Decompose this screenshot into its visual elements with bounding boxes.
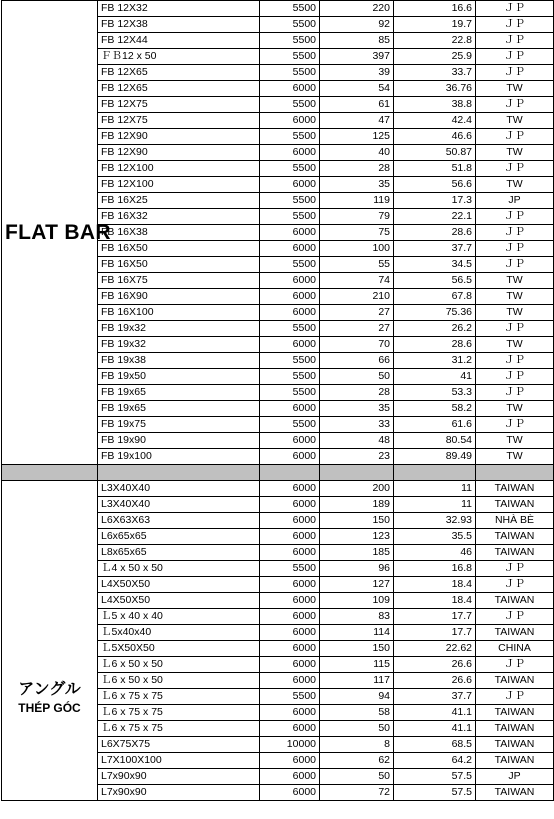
origin-cell: TAIWAN [476,625,554,641]
size-cell: Ｌ5 x 40 x 40 [98,609,260,625]
length-cell: 5500 [260,209,320,225]
size-cell: FB 16X90 [98,289,260,305]
size-cell: FB 12X65 [98,81,260,97]
size-cell: FB 12X90 [98,145,260,161]
weight-cell: 18.4 [394,577,476,593]
table-row [2,481,554,497]
weight-cell: 22.8 [394,33,476,49]
origin-cell: JP [476,193,554,209]
size-cell: FB 19x65 [98,385,260,401]
weight-cell: 56.6 [394,177,476,193]
length-cell: 5500 [260,257,320,273]
table-body [2,1,554,801]
quantity-cell: 40 [320,145,394,161]
size-cell: FB 12X90 [98,129,260,145]
weight-cell: 37.7 [394,241,476,257]
weight-cell: 32.93 [394,513,476,529]
origin-cell: TW [476,145,554,161]
quantity-cell: 397 [320,49,394,65]
quantity-cell: 150 [320,513,394,529]
size-cell: FB 12X65 [98,65,260,81]
quantity-cell: 50 [320,721,394,737]
size-cell: L7x90x90 [98,785,260,801]
origin-cell: ＪＰ [476,609,554,625]
length-cell: 6000 [260,225,320,241]
quantity-cell: 127 [320,577,394,593]
separator-cell [98,465,260,481]
quantity-cell: 61 [320,97,394,113]
weight-cell: 36.76 [394,81,476,97]
size-cell: FB 19x90 [98,433,260,449]
length-cell: 5500 [260,161,320,177]
length-cell: 6000 [260,769,320,785]
quantity-cell: 48 [320,433,394,449]
size-cell: Ｌ6 x 75 x 75 [98,705,260,721]
size-cell: FB 16X38 [98,225,260,241]
weight-cell: 22.62 [394,641,476,657]
size-cell: Ｌ5x40x40 [98,625,260,641]
weight-cell: 89.49 [394,449,476,465]
quantity-cell: 210 [320,289,394,305]
quantity-cell: 33 [320,417,394,433]
size-cell: Ｌ6 x 50 x 50 [98,657,260,673]
origin-cell: TAIWAN [476,753,554,769]
origin-cell: ＪＰ [476,321,554,337]
quantity-cell: 39 [320,65,394,81]
quantity-cell: 47 [320,113,394,129]
length-cell: 6000 [260,177,320,193]
origin-cell: ＪＰ [476,657,554,673]
origin-cell: TW [476,401,554,417]
weight-cell: 46 [394,545,476,561]
size-cell: FB 19x38 [98,353,260,369]
length-cell: 6000 [260,113,320,129]
length-cell: 6000 [260,305,320,321]
size-cell: FB 12X32 [98,1,260,17]
origin-cell: ＪＰ [476,241,554,257]
weight-cell: 68.5 [394,737,476,753]
origin-cell: ＪＰ [476,17,554,33]
length-cell: 6000 [260,625,320,641]
length-cell: 5500 [260,417,320,433]
weight-cell: 26.6 [394,673,476,689]
size-cell: FB 12X44 [98,33,260,49]
origin-cell: ＪＰ [476,161,554,177]
size-cell: L6x65x65 [98,529,260,545]
length-cell: 5500 [260,129,320,145]
weight-cell: 17.7 [394,609,476,625]
weight-cell: 37.7 [394,689,476,705]
quantity-cell: 50 [320,769,394,785]
length-cell: 6000 [260,273,320,289]
weight-cell: 17.7 [394,625,476,641]
size-cell: FB 12X75 [98,113,260,129]
quantity-cell: 92 [320,17,394,33]
length-cell: 5500 [260,561,320,577]
origin-cell: ＪＰ [476,257,554,273]
quantity-cell: 185 [320,545,394,561]
length-cell: 6000 [260,721,320,737]
weight-cell: 18.4 [394,593,476,609]
origin-cell: TAIWAN [476,721,554,737]
size-cell: FB 16X25 [98,193,260,209]
size-cell: FB 16X100 [98,305,260,321]
weight-cell: 42.4 [394,113,476,129]
quantity-cell: 119 [320,193,394,209]
quantity-cell: 27 [320,305,394,321]
origin-cell: ＪＰ [476,417,554,433]
origin-cell: ＪＰ [476,33,554,49]
length-cell: 5500 [260,33,320,49]
origin-cell: NHÀ BÈ [476,513,554,529]
weight-cell: 41 [394,369,476,385]
weight-cell: 56.5 [394,273,476,289]
quantity-cell: 50 [320,369,394,385]
origin-cell: ＪＰ [476,561,554,577]
size-cell: FB 19x65 [98,401,260,417]
quantity-cell: 62 [320,753,394,769]
origin-cell: ＪＰ [476,369,554,385]
weight-cell: 58.2 [394,401,476,417]
length-cell: 6000 [260,577,320,593]
size-cell: L6X63X63 [98,513,260,529]
length-cell: 5500 [260,689,320,705]
length-cell: 6000 [260,785,320,801]
weight-cell: 46.6 [394,129,476,145]
quantity-cell: 35 [320,401,394,417]
quantity-cell: 72 [320,785,394,801]
weight-cell: 25.9 [394,49,476,65]
length-cell: 6000 [260,609,320,625]
length-cell: 6000 [260,705,320,721]
origin-cell: JP [476,769,554,785]
weight-cell: 57.5 [394,769,476,785]
size-cell: ＦＢ12 x 50 [98,49,260,65]
origin-cell: CHINA [476,641,554,657]
size-cell: Ｌ4 x 50 x 50 [98,561,260,577]
origin-cell: ＪＰ [476,49,554,65]
size-cell: FB 16X50 [98,241,260,257]
category-label-jp: アングル [18,681,81,698]
origin-cell: ＪＰ [476,65,554,81]
length-cell: 5500 [260,385,320,401]
length-cell: 6000 [260,433,320,449]
length-cell: 6000 [260,337,320,353]
quantity-cell: 83 [320,609,394,625]
weight-cell: 80.54 [394,433,476,449]
length-cell: 6000 [260,145,320,161]
separator-cell [476,465,554,481]
weight-cell: 61.6 [394,417,476,433]
size-cell: FB 19x32 [98,337,260,353]
steel-stock-table [1,0,554,801]
weight-cell: 28.6 [394,337,476,353]
origin-cell: ＪＰ [476,577,554,593]
origin-cell: TW [476,81,554,97]
length-cell: 6000 [260,753,320,769]
length-cell: 6000 [260,529,320,545]
weight-cell: 16.6 [394,1,476,17]
quantity-cell: 94 [320,689,394,705]
quantity-cell: 109 [320,593,394,609]
quantity-cell: 66 [320,353,394,369]
weight-cell: 51.8 [394,161,476,177]
weight-cell: 22.1 [394,209,476,225]
weight-cell: 31.2 [394,353,476,369]
weight-cell: 75.36 [394,305,476,321]
length-cell: 6000 [260,513,320,529]
length-cell: 6000 [260,401,320,417]
length-cell: 5500 [260,321,320,337]
origin-cell: TW [476,305,554,321]
length-cell: 5500 [260,49,320,65]
weight-cell: 11 [394,497,476,513]
length-cell: 6000 [260,545,320,561]
length-cell: 5500 [260,17,320,33]
quantity-cell: 54 [320,81,394,97]
length-cell: 5500 [260,97,320,113]
category-label: FLAT BAR [5,220,111,244]
category-angle [2,481,98,801]
quantity-cell: 100 [320,241,394,257]
quantity-cell: 35 [320,177,394,193]
size-cell: L4X50X50 [98,593,260,609]
size-cell: FB 12X100 [98,161,260,177]
quantity-cell: 117 [320,673,394,689]
weight-cell: 33.7 [394,65,476,81]
length-cell: 5500 [260,1,320,17]
weight-cell: 16.8 [394,561,476,577]
quantity-cell: 28 [320,385,394,401]
origin-cell: TW [476,337,554,353]
origin-cell: TW [476,113,554,129]
length-cell: 10000 [260,737,320,753]
length-cell: 6000 [260,81,320,97]
quantity-cell: 70 [320,337,394,353]
length-cell: 5500 [260,193,320,209]
quantity-cell: 85 [320,33,394,49]
size-cell: Ｌ6 x 75 x 75 [98,721,260,737]
weight-cell: 50.87 [394,145,476,161]
origin-cell: ＪＰ [476,209,554,225]
separator-cell [320,465,394,481]
origin-cell: ＪＰ [476,385,554,401]
origin-cell: TAIWAN [476,673,554,689]
quantity-cell: 8 [320,737,394,753]
size-cell: L4X50X50 [98,577,260,593]
size-cell: FB 19x50 [98,369,260,385]
weight-cell: 53.3 [394,385,476,401]
length-cell: 5500 [260,353,320,369]
length-cell: 5500 [260,65,320,81]
length-cell: 6000 [260,449,320,465]
quantity-cell: 79 [320,209,394,225]
origin-cell: ＪＰ [476,129,554,145]
weight-cell: 34.5 [394,257,476,273]
origin-cell: TW [476,289,554,305]
size-cell: L6X75X75 [98,737,260,753]
quantity-cell: 28 [320,161,394,177]
origin-cell: TAIWAN [476,497,554,513]
length-cell: 5500 [260,369,320,385]
category-flat-bar [2,1,111,465]
weight-cell: 26.2 [394,321,476,337]
quantity-cell: 150 [320,641,394,657]
size-cell: Ｌ5X50X50 [98,641,260,657]
length-cell: 6000 [260,641,320,657]
quantity-cell: 58 [320,705,394,721]
section-separator-row [2,465,554,481]
weight-cell: 19.7 [394,17,476,33]
quantity-cell: 114 [320,625,394,641]
weight-cell: 41.1 [394,721,476,737]
size-cell: FB 16X75 [98,273,260,289]
size-cell: FB 19x32 [98,321,260,337]
quantity-cell: 96 [320,561,394,577]
origin-cell: TW [476,273,554,289]
weight-cell: 38.8 [394,97,476,113]
weight-cell: 41.1 [394,705,476,721]
origin-cell: TAIWAN [476,481,554,497]
length-cell: 6000 [260,497,320,513]
size-cell: FB 19x100 [98,449,260,465]
weight-cell: 26.6 [394,657,476,673]
length-cell: 6000 [260,593,320,609]
origin-cell: TAIWAN [476,529,554,545]
quantity-cell: 200 [320,481,394,497]
origin-cell: TAIWAN [476,545,554,561]
quantity-cell: 125 [320,129,394,145]
weight-cell: 11 [394,481,476,497]
origin-cell: TAIWAN [476,705,554,721]
weight-cell: 17.3 [394,193,476,209]
table-row [2,1,554,17]
quantity-cell: 123 [320,529,394,545]
origin-cell: ＪＰ [476,689,554,705]
weight-cell: 64.2 [394,753,476,769]
origin-cell: TW [476,177,554,193]
size-cell: Ｌ6 x 50 x 50 [98,673,260,689]
size-cell: FB 12X75 [98,97,260,113]
origin-cell: ＪＰ [476,97,554,113]
category-label-vn: THÉP GÓC [18,701,81,715]
length-cell: 6000 [260,289,320,305]
length-cell: 6000 [260,241,320,257]
size-cell: L3X40X40 [98,481,260,497]
origin-cell: TAIWAN [476,593,554,609]
weight-cell: 57.5 [394,785,476,801]
quantity-cell: 27 [320,321,394,337]
origin-cell: TAIWAN [476,737,554,753]
size-cell: FB 12X100 [98,177,260,193]
quantity-cell: 74 [320,273,394,289]
origin-cell: ＪＰ [476,353,554,369]
origin-cell: TAIWAN [476,785,554,801]
length-cell: 6000 [260,673,320,689]
size-cell: L8x65x65 [98,545,260,561]
origin-cell: TW [476,433,554,449]
origin-cell: TW [476,449,554,465]
quantity-cell: 23 [320,449,394,465]
size-cell: FB 16X50 [98,257,260,273]
size-cell: L7x90x90 [98,769,260,785]
separator-cell [2,465,98,481]
quantity-cell: 55 [320,257,394,273]
length-cell: 6000 [260,657,320,673]
origin-cell: ＪＰ [476,225,554,241]
quantity-cell: 115 [320,657,394,673]
quantity-cell: 75 [320,225,394,241]
size-cell: FB 16X32 [98,209,260,225]
weight-cell: 28.6 [394,225,476,241]
size-cell: Ｌ6 x 75 x 75 [98,689,260,705]
size-cell: L3X40X40 [98,497,260,513]
size-cell: FB 19x75 [98,417,260,433]
origin-cell: ＪＰ [476,1,554,17]
size-cell: FB 12X38 [98,17,260,33]
separator-cell [260,465,320,481]
size-cell: L7X100X100 [98,753,260,769]
length-cell: 6000 [260,481,320,497]
quantity-cell: 220 [320,1,394,17]
weight-cell: 67.8 [394,289,476,305]
separator-cell [394,465,476,481]
quantity-cell: 189 [320,497,394,513]
weight-cell: 35.5 [394,529,476,545]
